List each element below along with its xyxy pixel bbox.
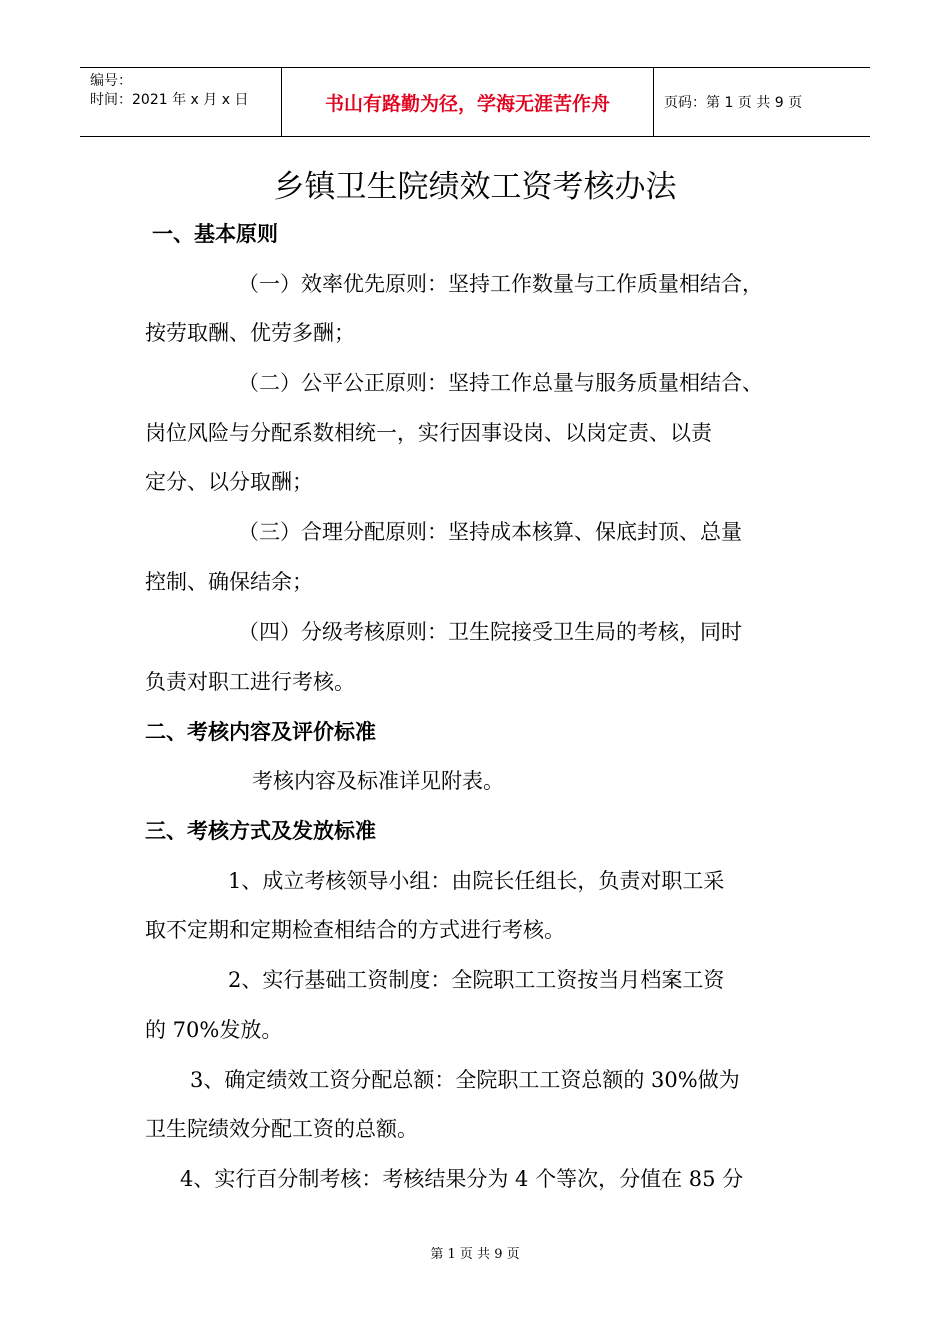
header-meta-cell xyxy=(80,68,282,136)
paragraph-line: （二）公平公正原则：坚持工作总量与服务质量相结合、 xyxy=(238,371,763,395)
document-number-label: 编号： xyxy=(90,73,132,89)
paragraph-line: 4、实行百分制考核：考核结果分为 4 个等次，分值在 85 分 xyxy=(180,1167,744,1191)
document-title: 乡镇卫生院绩效工资考核办法 xyxy=(273,169,677,205)
paragraph-line: 控制、确保结余； xyxy=(145,570,313,594)
paragraph-line: 2、实行基础工资制度：全院职工工资按当月档案工资 xyxy=(228,968,725,992)
header-table xyxy=(80,67,870,137)
paragraph-line: 考核内容及标准详见附表。 xyxy=(252,769,504,793)
paragraph-line: 3、确定绩效工资分配总额：全院职工工资总额的 30%做为 xyxy=(190,1068,740,1092)
paragraph-line: 取不定期和定期检查相结合的方式进行考核。 xyxy=(145,918,565,942)
paragraph-line: （四）分级考核原则：卫生院接受卫生局的考核，同时 xyxy=(238,620,742,644)
document-date: 时间：2021 年 x 月 x 日 xyxy=(90,92,249,108)
page-footer: 第 1 页 共 9 页 xyxy=(430,1247,520,1262)
paragraph-line: 的 70%发放。 xyxy=(145,1018,283,1042)
section-heading: 一、基本原则 xyxy=(152,222,278,246)
header-slogan: 书山有路勤为径，学海无涯苦作舟 xyxy=(282,68,654,136)
section-heading: 三、考核方式及发放标准 xyxy=(145,819,376,843)
paragraph-line: 1、成立考核领导小组：由院长任组长，负责对职工采 xyxy=(228,869,725,893)
paragraph-line: 卫生院绩效分配工资的总额。 xyxy=(145,1117,418,1141)
paragraph-line: 岗位风险与分配系数相统一，实行因事设岗、以岗定责、以责 xyxy=(145,421,712,445)
section-heading: 二、考核内容及评价标准 xyxy=(145,720,376,744)
paragraph-line: （三）合理分配原则：坚持成本核算、保底封顶、总量 xyxy=(238,520,742,544)
header-page-info: 页码：第 1 页 共 9 页 xyxy=(664,95,803,111)
paragraph-line: （一）效率优先原则：坚持工作数量与工作质量相结合， xyxy=(238,272,763,296)
paragraph-line: 负责对职工进行考核。 xyxy=(145,670,355,694)
paragraph-line: 按劳取酬、优劳多酬； xyxy=(145,321,355,345)
paragraph-line: 定分、以分取酬； xyxy=(145,470,313,494)
